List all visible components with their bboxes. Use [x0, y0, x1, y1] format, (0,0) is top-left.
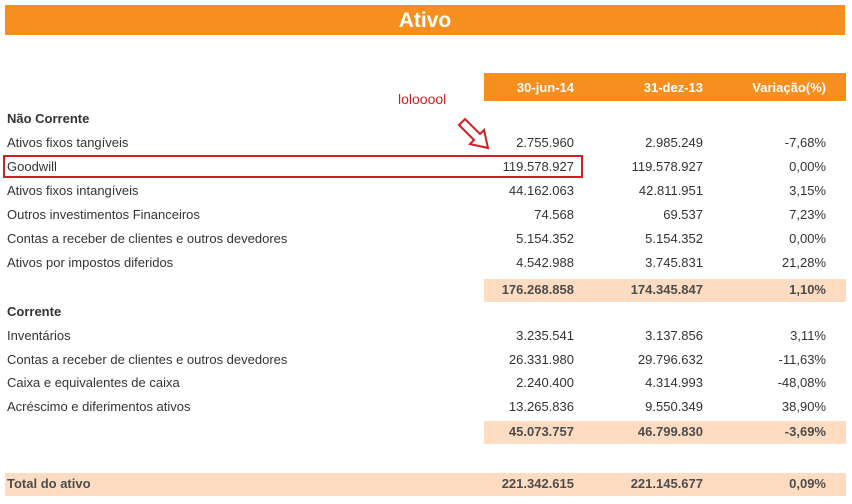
subtotal-31-dez-13: 174.345.847: [630, 282, 703, 297]
value-31-dez-13: 69.537: [663, 207, 703, 222]
value-30-jun-14: 13.265.836: [508, 399, 574, 414]
total-label: Total do ativo: [7, 476, 91, 491]
table-row: [0, 324, 852, 348]
row-label: Ativos fixos intangíveis: [7, 183, 139, 198]
table-row: [0, 371, 852, 395]
subtotal-row-non-current: [0, 278, 852, 302]
subtotal-variacao: -3,69%: [784, 424, 826, 439]
row-label: Ativos por impostos diferidos: [7, 255, 174, 270]
subtotal-31-dez-13: 46.799.830: [637, 424, 703, 439]
column-header-30-jun-14: 30-jun-14: [516, 80, 574, 95]
value-30-jun-14: 44.162.063: [508, 183, 574, 198]
total-background: [5, 473, 846, 496]
row-label: Outros investimentos Financeiros: [7, 207, 200, 222]
section-label: Não Corrente: [7, 111, 90, 126]
section-header-current: [0, 300, 852, 324]
table-row: [0, 203, 852, 227]
value-variacao: -7,68%: [784, 135, 826, 150]
value-variacao: 3,15%: [789, 183, 826, 198]
value-31-dez-13: 5.154.352: [645, 231, 703, 246]
value-31-dez-13: 2.985.249: [645, 135, 703, 150]
value-30-jun-14: 5.154.352: [516, 231, 574, 246]
value-30-jun-14: 74.568: [534, 207, 574, 222]
value-30-jun-14: 4.542.988: [516, 255, 574, 270]
value-31-dez-13: 9.550.349: [645, 399, 703, 414]
value-variacao: 0,00%: [789, 231, 826, 246]
row-label: Contas a receber de clientes e outros devedores: [7, 352, 288, 367]
value-variacao: 0,00%: [789, 159, 826, 174]
subtotal-variacao: 1,10%: [789, 282, 826, 297]
row-label: Ativos fixos tangíveis: [7, 135, 129, 150]
table-row: [0, 131, 852, 155]
total-row: [0, 472, 852, 496]
value-variacao: 7,23%: [789, 207, 826, 222]
table-row: [0, 395, 852, 419]
value-30-jun-14: 2.240.400: [516, 375, 574, 390]
row-label: Goodwill: [7, 159, 57, 174]
column-header-31-dez-13: 31-dez-13: [643, 80, 703, 95]
row-label: Contas a receber de clientes e outros devedores: [7, 231, 288, 246]
subtotal-row-current: [0, 420, 852, 444]
value-30-jun-14: 2.755.960: [516, 135, 574, 150]
value-31-dez-13: 119.578.927: [631, 159, 703, 174]
value-variacao: -11,63%: [778, 352, 826, 367]
total-31-dez-13: 221.145.677: [630, 476, 703, 491]
row-label: Inventários: [7, 328, 71, 343]
subtotal-30-jun-14: 45.073.757: [508, 424, 574, 439]
table-row: [0, 179, 852, 203]
table-row: [0, 227, 852, 251]
page-title: Ativo: [5, 5, 845, 35]
goodwill-highlight-box: [3, 155, 583, 178]
section-label: Corrente: [7, 304, 62, 319]
value-variacao: 21,28%: [781, 255, 826, 270]
total-variacao: 0,09%: [789, 476, 826, 491]
table-row: [0, 251, 852, 275]
annotation-text: lolooool: [398, 91, 447, 107]
row-label: Acréscimo e diferimentos ativos: [7, 399, 191, 414]
value-31-dez-13: 4.314.993: [645, 375, 703, 390]
value-30-jun-14: 119.578.927: [502, 159, 574, 174]
value-variacao: 3,11%: [790, 328, 826, 343]
value-variacao: -48,08%: [777, 375, 826, 390]
column-header-variacao: Variação(%): [752, 80, 826, 95]
table-row: [0, 348, 852, 372]
value-30-jun-14: 26.331.980: [508, 352, 574, 367]
value-31-dez-13: 42.811.951: [638, 183, 703, 198]
subtotal-30-jun-14: 176.268.858: [501, 282, 574, 297]
value-variacao: 38,90%: [781, 399, 826, 414]
value-31-dez-13: 3.137.856: [645, 328, 703, 343]
section-header-non-current: [0, 107, 852, 131]
value-30-jun-14: 3.235.541: [516, 328, 574, 343]
value-31-dez-13: 3.745.831: [645, 255, 703, 270]
total-30-jun-14: 221.342.615: [501, 476, 574, 491]
row-label: Caixa e equivalentes de caixa: [7, 375, 180, 390]
value-31-dez-13: 29.796.632: [637, 352, 703, 367]
